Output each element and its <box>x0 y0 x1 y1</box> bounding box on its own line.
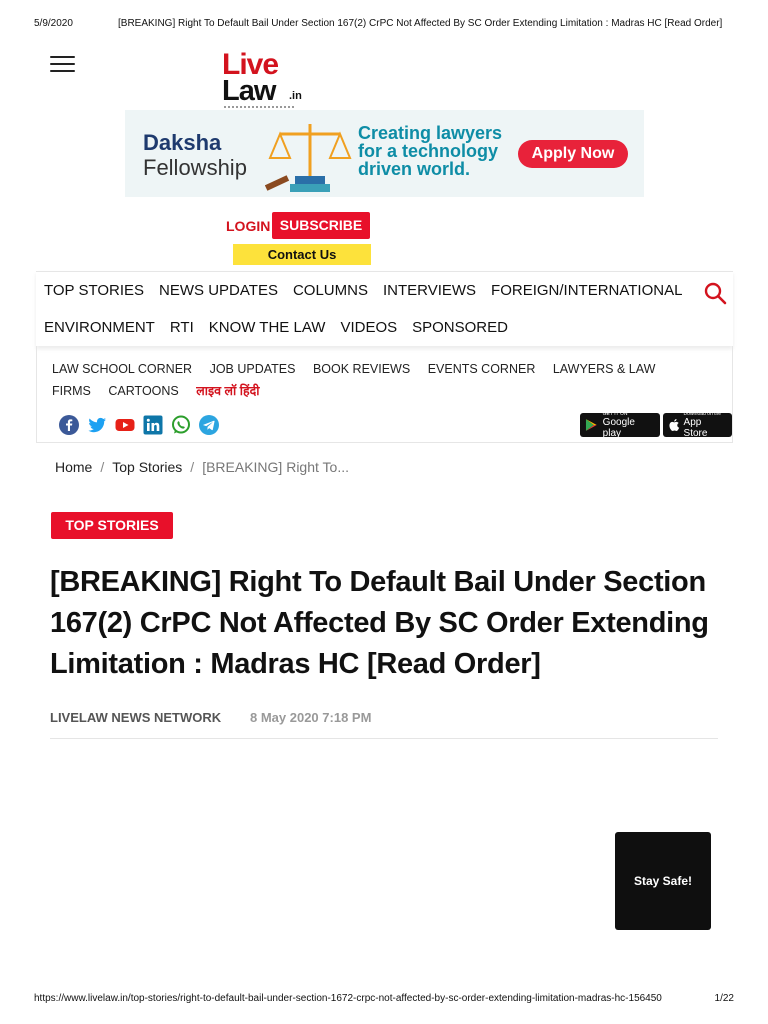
subnav-lawyers-law[interactable]: LAWYERS & LAW <box>552 362 656 376</box>
nav-know-the-law[interactable]: KNOW THE LAW <box>208 319 326 336</box>
google-play-big: Google play <box>602 417 635 439</box>
app-store-small: Download on the <box>683 411 722 417</box>
scales-of-justice-icon <box>265 116 355 196</box>
login-link[interactable]: LOGIN <box>226 218 271 234</box>
search-icon[interactable] <box>703 281 727 305</box>
breadcrumb-home[interactable]: Home <box>55 459 93 475</box>
ad-brand-line1: Daksha <box>143 130 222 155</box>
nav-interviews[interactable]: INTERVIEWS <box>382 282 477 299</box>
nav-news-updates[interactable]: NEWS UPDATES <box>159 282 278 299</box>
logo-underline <box>224 106 294 109</box>
divider <box>50 738 718 739</box>
logo-suffix: .in <box>289 90 302 102</box>
stay-safe-widget[interactable]: Stay Safe! <box>615 832 711 930</box>
subnav-book-reviews[interactable]: BOOK REVIEWS <box>312 362 411 376</box>
subnav-law-school-corner[interactable]: LAW SCHOOL CORNER <box>52 362 193 376</box>
article-date: 8 May 2020 7:18 PM <box>250 710 372 725</box>
print-url: https://www.livelaw.in/top-stories/right-to-default-bail-under-section-1672-crpc-not-affected-by-sc-order-extending-limitation-madras-hc-156450 <box>34 993 662 1004</box>
breadcrumb-separator: / <box>190 459 195 475</box>
main-nav-row2 <box>44 319 523 336</box>
article-author[interactable]: LIVELAW NEWS NETWORK <box>50 710 222 725</box>
contact-us-button[interactable]: Contact Us <box>233 244 371 265</box>
twitter-icon[interactable] <box>87 415 107 435</box>
app-store-button[interactable] <box>663 413 732 437</box>
sub-nav-row1 <box>52 362 669 376</box>
subnav-cartoons[interactable]: CARTOONS <box>108 384 179 398</box>
nav-foreign-international[interactable]: FOREIGN/INTERNATIONAL <box>491 282 683 299</box>
apple-icon <box>668 418 680 432</box>
nav-environment[interactable]: ENVIRONMENT <box>44 319 155 336</box>
print-date: 5/9/2020 <box>34 18 73 29</box>
linkedin-icon[interactable] <box>143 415 163 435</box>
facebook-icon[interactable] <box>59 415 79 435</box>
social-links <box>59 415 219 435</box>
main-nav-row1 <box>44 282 697 299</box>
print-page-number: 1/22 <box>714 993 734 1004</box>
nav-videos[interactable]: VIDEOS <box>340 319 398 336</box>
apply-now-button[interactable]: Apply Now <box>518 140 628 168</box>
article-headline: [BREAKING] Right To Default Bail Under Section 167(2) CrPC Not Affected By SC Order Extending Limitation : Madras HC [Read Order] <box>50 566 709 680</box>
menu-icon[interactable] <box>50 56 75 72</box>
youtube-icon[interactable] <box>115 415 135 435</box>
subnav-hindi[interactable]: लाइव लॉ हिंदी <box>196 384 260 398</box>
app-store-links <box>580 413 732 437</box>
nav-columns[interactable]: COLUMNS <box>292 282 368 299</box>
logo-line1: Live <box>222 48 279 81</box>
telegram-icon[interactable] <box>199 415 219 435</box>
google-play-icon <box>585 418 599 432</box>
nav-top-stories[interactable]: TOP STORIES <box>44 282 145 299</box>
sub-nav-row2 <box>52 382 273 399</box>
ad-banner[interactable] <box>125 110 644 197</box>
logo-line2: Law <box>222 75 276 107</box>
subnav-firms[interactable]: FIRMS <box>52 384 91 398</box>
whatsapp-icon[interactable] <box>171 415 191 435</box>
main-nav <box>36 271 733 346</box>
sub-nav <box>36 346 733 443</box>
breadcrumb-current: [BREAKING] Right To... <box>202 459 349 475</box>
print-header <box>34 18 734 30</box>
app-store-big: App Store <box>683 417 708 439</box>
subscribe-button[interactable]: SUBSCRIBE <box>272 212 370 239</box>
subnav-events-corner[interactable]: EVENTS CORNER <box>427 362 536 376</box>
print-title: [BREAKING] Right To Default Bail Under Section 167(2) CrPC Not Affected By SC Order Extending Limitation : Madras HC [Read Order] <box>118 18 723 29</box>
google-play-small: GET IT ON <box>602 411 628 417</box>
nav-sponsored[interactable]: SPONSORED <box>412 319 508 336</box>
nav-rti[interactable]: RTI <box>169 319 194 336</box>
breadcrumb-separator: / <box>100 459 105 475</box>
category-badge[interactable]: TOP STORIES <box>51 512 173 539</box>
breadcrumb <box>55 459 349 475</box>
google-play-button[interactable] <box>580 413 660 437</box>
ad-tagline: Creating lawyers for a technology driven world. <box>358 123 503 179</box>
site-logo[interactable] <box>222 50 312 112</box>
ad-brand-line2: Fellowship <box>143 155 247 180</box>
subnav-job-updates[interactable]: JOB UPDATES <box>209 362 296 376</box>
breadcrumb-section[interactable]: Top Stories <box>112 459 183 475</box>
